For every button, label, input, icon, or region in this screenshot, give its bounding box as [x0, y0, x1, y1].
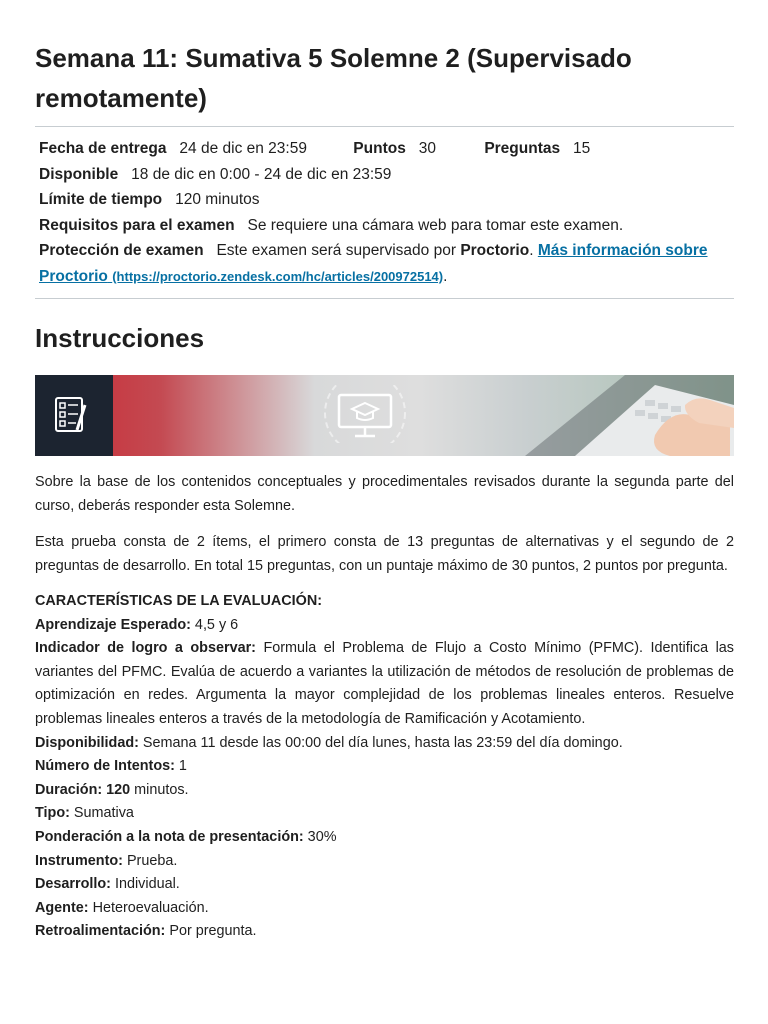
characteristic-item: Agente: Heteroevaluación.	[35, 899, 209, 916]
characteristic-item: Disponibilidad: Semana 11 desde las 00:00 del día lunes, hasta las 23:59 del día domingo.	[35, 734, 623, 751]
proctorio-brand: Proctorio	[460, 242, 530, 259]
instructions-paragraph: Esta prueba consta de 2 ítems, el primero consta de 13 preguntas de alternativas y el segundo de 2 preguntas de desarrollo. En total 15 preguntas, con un puntaje máximo de 30 puntos, 2 puntos por pregunta.	[35, 534, 734, 574]
meta-row-requirements	[39, 213, 734, 239]
proctorio-link-url: (https://proctorio.zendesk.com/hc/articles/200972514)	[112, 268, 444, 284]
points-label: Puntos	[353, 140, 406, 157]
meta-row-protection: Protección de examen Este examen será supervisado por Proctorio. Más información sobre Proctorio (https://proctorio.zendesk.com/hc/articles/200972514).	[39, 242, 708, 285]
meta-row-available	[39, 162, 734, 188]
graduation-monitor-icon	[315, 385, 415, 443]
characteristic-item: Número de Intentos: 1	[35, 758, 187, 775]
characteristic-item: Duración: 120 minutos.	[35, 781, 189, 798]
laptop-hands-image	[505, 375, 734, 456]
instructions-body	[35, 470, 734, 578]
points-value: 30	[418, 140, 436, 157]
time-limit-label: Límite de tiempo	[39, 191, 163, 208]
proctorio-link-text: Más información sobre Proctorio	[39, 242, 708, 285]
protection-text: Este examen será supervisado por	[216, 242, 456, 259]
questions-label: Preguntas	[484, 140, 561, 157]
evaluation-characteristics	[35, 590, 734, 944]
quiz-details	[35, 127, 734, 298]
instructions-paragraph: Sobre la base de los contenidos conceptuales y procedimentales revisados durante la segunda parte del curso, deberás responder esta Solemne.	[35, 474, 734, 514]
characteristics-heading: CARACTERÍSTICAS DE LA EVALUACIÓN:	[35, 593, 323, 609]
instructions-heading: Instrucciones	[35, 323, 205, 353]
characteristic-item: Desarrollo: Individual.	[35, 876, 180, 893]
time-limit-value: 120 minutos	[175, 191, 260, 208]
checklist-icon	[35, 375, 113, 456]
assignment-page	[35, 0, 734, 944]
protection-end: .	[443, 267, 448, 285]
page-title: Semana 11: Sumativa 5 Solemne 2 (Supervisado remotamente)	[35, 43, 632, 113]
requirements-label: Requisitos para el examen	[39, 216, 235, 234]
characteristic-item: Tipo: Sumativa	[35, 805, 134, 822]
requirements-value: Se requiere una cámara web para tomar este examen.	[247, 216, 624, 234]
questions-value: 15	[573, 140, 591, 157]
characteristic-item: Instrumento: Prueba.	[35, 852, 178, 869]
characteristic-item: Retroalimentación: Por pregunta.	[35, 923, 257, 940]
protection-label: Protección de examen	[39, 242, 204, 259]
meta-row-due	[39, 136, 734, 162]
due-label: Fecha de entrega	[39, 140, 167, 157]
divider	[35, 298, 734, 299]
characteristic-item: Indicador de logro a observar: Formula el Problema de Flujo a Costo Mínimo (PFMC). Identifica las variantes del PFMC. Evalúa de acuerdo a variantes la utilización de métodos de resolución de problemas de optimización en redes. Argumenta la mayor complejidad de los problemas lineales enteros. Resuelve problemas lineales enteros a través de la metodología de Ramificación y Acotamiento.	[35, 640, 734, 727]
due-value: 24 de dic en 23:59	[179, 140, 307, 157]
available-label: Disponible	[39, 165, 119, 183]
available-value: 18 de dic en 0:00 - 24 de dic en 23:59	[131, 165, 392, 183]
characteristic-item: Aprendizaje Esperado: 4,5 y 6	[35, 616, 239, 633]
meta-row-time-limit	[39, 187, 734, 213]
course-banner-image	[35, 375, 734, 456]
characteristic-item: Ponderación a la nota de presentación: 30%	[35, 828, 337, 845]
